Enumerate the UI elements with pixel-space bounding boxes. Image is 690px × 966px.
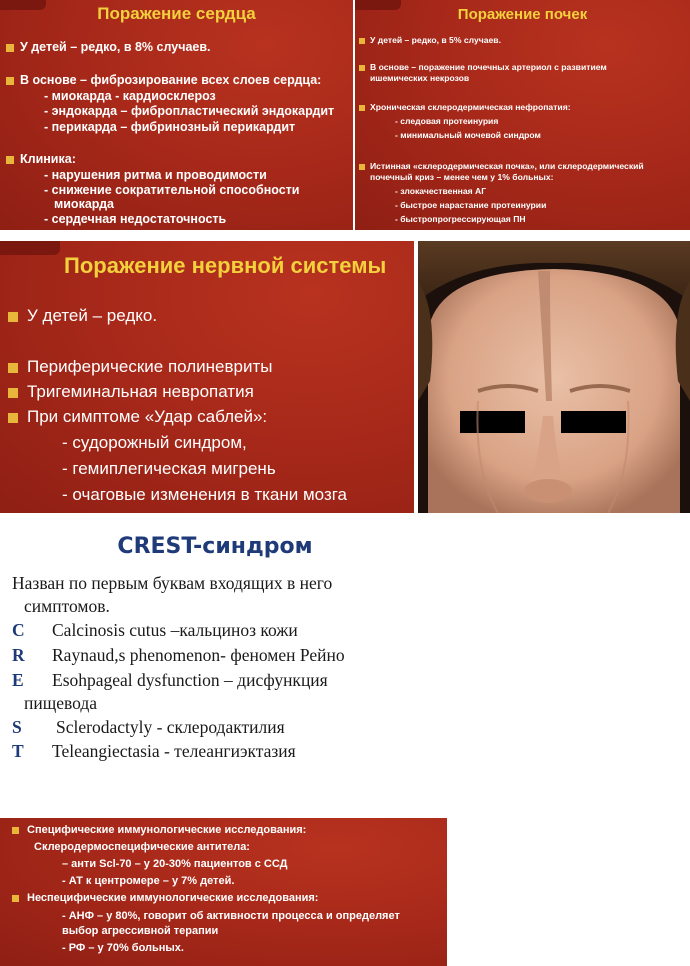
bullet-item: Тригеминальная невропатия xyxy=(8,382,254,402)
crest-row-text: Raynaud,s phenomenon- феномен Рейно xyxy=(52,645,345,665)
sub-item: - эндокарда – фибропластический эндокардит xyxy=(44,104,335,118)
bullet-item: В основе – фиброзирование всех слоев сердца: xyxy=(6,73,321,87)
bullet-item: Периферические полиневриты xyxy=(8,357,272,377)
bullet-item: У детей – редко. xyxy=(8,306,157,326)
crest-letter: T xyxy=(12,741,24,761)
bullet-square-icon xyxy=(12,827,19,834)
crest-row xyxy=(12,620,298,641)
bullet-square-icon xyxy=(6,156,14,164)
sub-item: - миокарда - кардиосклероз xyxy=(44,89,216,103)
slide-immunology xyxy=(0,818,447,966)
sub-item: - РФ – у 70% больных. xyxy=(62,942,184,954)
bullet-item: У детей – редко, в 8% случаев. xyxy=(6,40,211,54)
crest-row-continuation: пищевода xyxy=(24,693,98,713)
sub-item: - злокачественная АГ xyxy=(395,186,487,196)
crest-row xyxy=(12,717,285,738)
bullet-square-icon xyxy=(12,895,19,902)
face-illustration xyxy=(418,241,690,513)
sub-item: ишемических некрозов xyxy=(370,73,470,83)
crest-row xyxy=(12,741,296,762)
crest-row-text: Sclerodactyly - склеродактилия xyxy=(56,717,285,737)
bullet-item: Хроническая склеродермическая нефропатия: xyxy=(359,102,571,112)
sub-item: – анти Scl-70 – у 20-30% пациентов с ССД xyxy=(62,858,288,870)
eye-censor-bar-left xyxy=(460,411,525,433)
bullet-item: Клиника: xyxy=(6,152,76,166)
bullet-item: Истинная «склеродермическая почка», или склеродермический xyxy=(359,161,644,171)
sub-item: - нарушения ритма и проводимости xyxy=(44,168,267,182)
bullet-square-icon xyxy=(6,77,14,85)
bullet-square-icon xyxy=(8,388,18,398)
bullet-square-icon xyxy=(6,44,14,52)
sub-item: выбор агрессивной терапии xyxy=(62,925,219,937)
bullet-square-icon xyxy=(8,363,18,373)
bullet-item: Специфические иммунологические исследования: xyxy=(12,824,306,836)
bullet-item: В основе – поражение почечных артериол с развитием xyxy=(359,62,607,72)
sub-item: - перикарда – фибринозный перикардит xyxy=(44,120,296,134)
patient-face-photo xyxy=(418,241,690,513)
bullet-item: При симптоме «Удар саблей»: xyxy=(8,407,267,427)
crest-row xyxy=(12,670,328,691)
crest-row xyxy=(12,645,345,666)
sub-item: - быстропрогрессирующая ПН xyxy=(395,214,526,224)
sub-item: - снижение сократительной способности xyxy=(44,183,300,197)
crest-row-text: Esohpageal dysfunction – дисфункция xyxy=(52,670,328,690)
slide-menu-tab[interactable] xyxy=(0,241,60,255)
crest-intro-line: Назван по первым буквам входящих в него xyxy=(12,573,333,593)
crest-letter: E xyxy=(12,670,24,690)
bullet-item: У детей – редко, в 5% случаев. xyxy=(359,35,501,45)
sub-item: - очаговые изменения в ткани мозга xyxy=(62,485,348,504)
slide-title: Поражение сердца xyxy=(97,4,256,23)
crest-letter: C xyxy=(12,620,25,640)
eye-censor-bar-right xyxy=(561,411,626,433)
crest-letter: R xyxy=(12,645,25,665)
slide-title: Поражение почек xyxy=(457,6,588,23)
sub-item: миокарда xyxy=(54,197,114,211)
sub-item: - быстрое нарастание протеинурии xyxy=(395,200,547,210)
bullet-square-icon xyxy=(359,105,365,111)
crest-intro-line: симптомов. xyxy=(24,596,110,616)
sub-item: - минимальный мочевой синдром xyxy=(395,130,541,140)
sub-item: - АНФ – у 80%, говорит об активности процесса и определяет xyxy=(62,910,400,922)
crest-title: CREST-синдром xyxy=(117,534,313,559)
bullet-square-icon xyxy=(359,38,365,44)
bullet-square-icon xyxy=(359,65,365,71)
slide-heart xyxy=(0,0,353,230)
slide-nervous-system xyxy=(0,241,414,513)
bullet-item: Неспецифические иммунологические исследования: xyxy=(12,892,318,904)
sub-item: - сердечная недостаточность xyxy=(44,212,227,226)
bullet-square-icon xyxy=(8,312,18,322)
slide-title: Поражение нервной системы xyxy=(64,253,387,278)
sub-item: почечный криз – менее чем у 1% больных: xyxy=(370,172,554,182)
sub-item: - судорожный синдром, xyxy=(62,433,247,452)
sub-item: - следовая протеинурия xyxy=(395,116,499,126)
sub-heading: Склеродермоспецифические антитела: xyxy=(34,841,250,853)
crest-letter: S xyxy=(12,717,22,737)
slide-kidney xyxy=(355,0,690,230)
bullet-square-icon xyxy=(359,164,365,170)
crest-row-text: Teleangiectasia - телеангиэктазия xyxy=(52,741,296,761)
sub-item: - гемиплегическая мигрень xyxy=(62,459,276,478)
bullet-square-icon xyxy=(8,413,18,423)
sub-item: - АТ к центромере – у 7% детей. xyxy=(62,875,235,887)
crest-row-text: Calcinosis cutus –кальциноз кожи xyxy=(52,620,298,640)
